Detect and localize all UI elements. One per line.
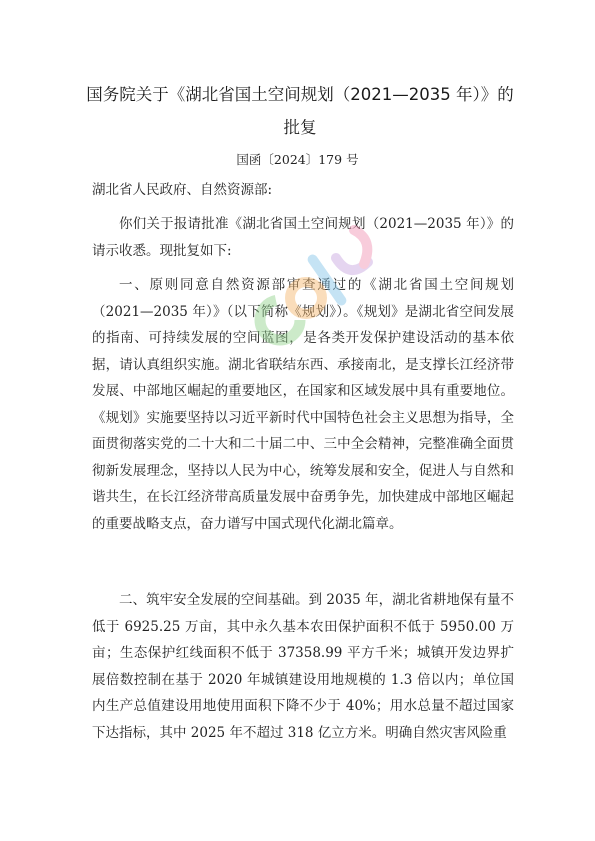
paragraph-section-1: 一、原则同意自然资源部审查通过的《湖北省国土空间规划（2021—2035 年）》（以下简称《规划》）。《规划》是湖北省空间发展的指南、可持续发展的空间蓝图，是各类开发保护建设活动的基本依据，请认真组织实施。湖北省联结东西、承接南北，是支撑长江经济带发展、中部地区崛起的重要地区，在国家和区域发展中具有重要地位。《规划》实施要坚持以习近平新时代中国特色社会主义思想为指导，全面贯彻落实党的二十大和二十届二中、三中全会精神，完整准确全面贯彻新发展理念，坚持以人民为中心，统筹发展和安全，促进人与自然和谐共生，在长江经济带高质量发展中奋勇争先，加快建成中部地区崛起的重要战略支点，奋力谱写中国式现代化湖北篇章。: [92, 277, 514, 532]
watermark-logo: [248, 222, 383, 352]
salutation: 湖北省人民政府、自然资源部:: [92, 182, 273, 198]
document-number: 国函〔2024〕179 号: [236, 152, 359, 167]
paragraph-section-2: 二、筑牢安全发展的空间基础。到 2035 年，湖北省耕地保有量不低于 6925.25 万亩，其中永久基本农田保护面积不低于 5950.00 万亩；生态保护红线面积不低于 37358.99 平方千米；城镇开发边界扩展倍数控制在基于 2020 年城镇建设用地规模的 1.3 倍以内；单位国内生产总值建设用地使用面积下降不少于 40%；用水总量不超过国家下达指标，其中 2025 年不超过 318 亿立方米。明确自然灾害风险重: [92, 592, 514, 741]
paragraph-intro: 你们关于报请批准《湖北省国土空间规划（2021—2035 年）》的请示收悉。现批复如下:: [92, 216, 514, 259]
page-title: 国务院关于《湖北省国土空间规划（2021—2035 年）》的批复: [86, 85, 514, 137]
